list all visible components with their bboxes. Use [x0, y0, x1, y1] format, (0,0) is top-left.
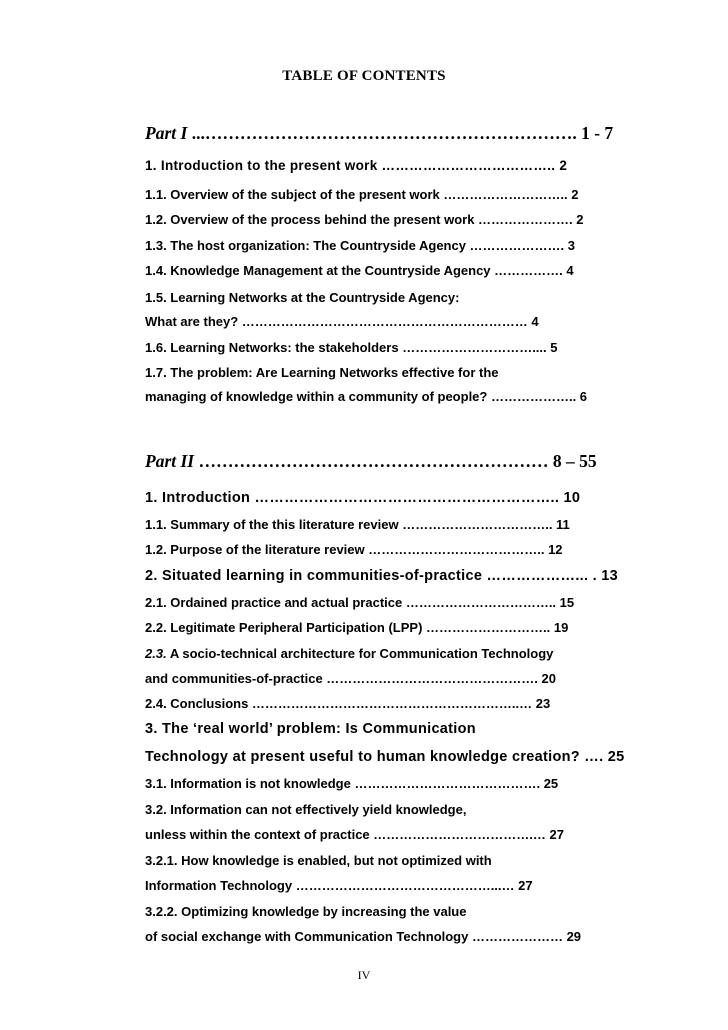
- toc-entry: 1.3. The host organization: The Countryside Agency …………………. 3: [145, 238, 576, 253]
- toc-entry: 2. Situated learning in communities-of-practice ………………... . 13: [145, 568, 619, 584]
- page-title: TABLE OF CONTENTS: [282, 68, 446, 84]
- toc-entry: 3. The ‘real world’ problem: Is Communication: [145, 721, 476, 737]
- toc-entry: 1.4. Knowledge Management at the Countryside Agency ……………. 4: [145, 263, 574, 278]
- toc-entry: 1. Introduction …………………………………………………….. 10: [145, 490, 581, 506]
- part-2-label: Part II: [145, 451, 195, 471]
- toc-entry: 1.5. Learning Networks at the Countryside Agency:: [145, 290, 460, 305]
- toc-entry: 1.6. Learning Networks: the stakeholders ………………………….... 5: [145, 340, 558, 355]
- part-1-label: Part I: [145, 123, 188, 143]
- part-2-leader: …………………………………………………… 8 – 55: [194, 451, 597, 471]
- toc-entry: 1.1. Summary of the this literature review …………………………….. 11: [145, 517, 570, 532]
- toc-entry: [145, 646, 553, 661]
- toc-entry-number: 2.3.: [145, 646, 167, 661]
- toc-entry: unless within the context of practice ……………………………….… 27: [145, 827, 564, 842]
- toc-entry: managing of knowledge within a community of people? ……………….. 6: [145, 389, 588, 404]
- toc-entry: 3.1. Information is not knowledge ……………………………………. 25: [145, 776, 559, 791]
- toc-entry: of social exchange with Communication Technology ………………… 29: [145, 929, 582, 944]
- part-2-heading: [145, 451, 597, 472]
- toc-entry: and communities-of-practice …………………………………………. 20: [145, 671, 556, 686]
- toc-entry: 2.1. Ordained practice and actual practice …………………………….. 15: [145, 595, 575, 610]
- toc-entry: Technology at present useful to human knowledge creation? …. 25: [145, 749, 625, 765]
- toc-entry: What are they? ………………………………………………………… 4: [145, 314, 539, 329]
- toc-entry: 1.2. Purpose of the literature review ………………………………….. 12: [145, 542, 563, 557]
- toc-entry: 1.1. Overview of the subject of the present work ……………………….. 2: [145, 187, 579, 202]
- toc-entry: 1. Introduction to the present work ……………………………….. 2: [145, 158, 568, 173]
- toc-entry: 3.2. Information can not effectively yield knowledge,: [145, 802, 467, 817]
- toc-entry: 3.2.2. Optimizing knowledge by increasing the value: [145, 904, 467, 919]
- toc-entry: 1.7. The problem: Are Learning Networks effective for the: [145, 365, 499, 380]
- part-1-leader: ...………………………………………………………. 1 - 7: [187, 123, 614, 143]
- toc-entry: Information Technology ………………………………………...… 27: [145, 878, 533, 893]
- toc-entry: 3.2.1. How knowledge is enabled, but not optimized with: [145, 853, 492, 868]
- toc-entry: 2.2. Legitimate Peripheral Participation (LPP) ……………………….. 19: [145, 620, 569, 635]
- toc-entry: 2.4. Conclusions ……………………………………………………..… 23: [145, 696, 551, 711]
- part-1-heading: [145, 123, 613, 144]
- toc-entry-text: A socio-technical architecture for Communication Technology: [166, 646, 554, 661]
- page-number: IV: [357, 968, 371, 982]
- toc-entry: 1.2. Overview of the process behind the present work …………………. 2: [145, 212, 584, 227]
